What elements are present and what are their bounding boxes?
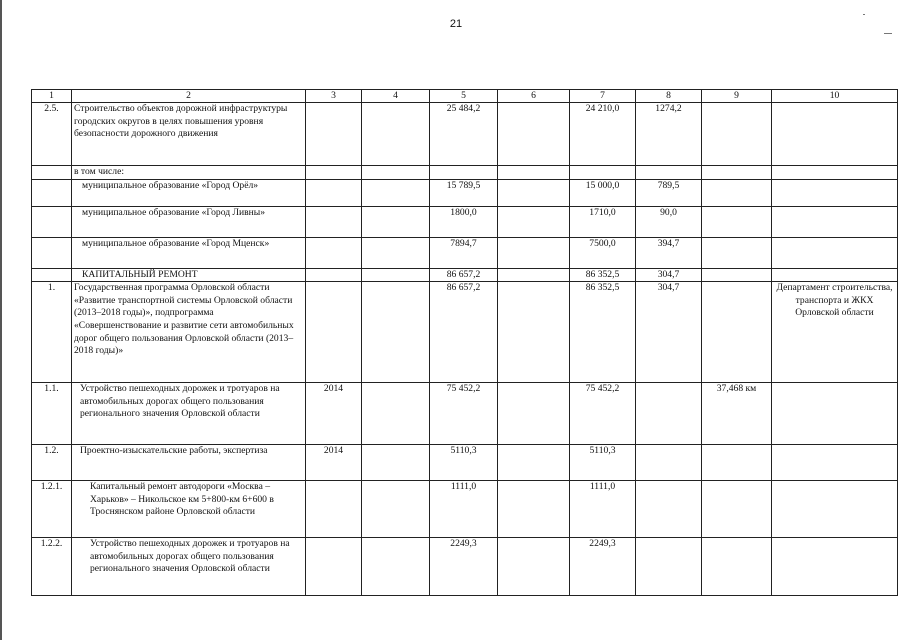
row-year — [306, 282, 362, 383]
header-cell: 6 — [498, 90, 570, 103]
row-col8 — [636, 445, 702, 481]
header-cell: 1 — [32, 90, 72, 103]
row-col10 — [772, 481, 898, 538]
row-col8 — [636, 481, 702, 538]
row-col9 — [702, 237, 772, 268]
row-number: 1.2.1. — [32, 481, 72, 538]
row-number: 1.2.2. — [32, 538, 72, 596]
row-name: Устройство пешеходных дорожек и тротуаров на автомобильных дорогах общего пользования регионального значения Орловской области — [72, 538, 306, 596]
header-cell: 9 — [702, 90, 772, 103]
row-col9 — [702, 282, 772, 383]
row-year — [306, 166, 362, 180]
row-col5 — [430, 166, 498, 180]
row-name: муниципальное образование «Город Ливны» — [72, 206, 306, 237]
table-row — [32, 237, 898, 268]
header-cell: 4 — [362, 90, 430, 103]
scan-speck — [884, 33, 892, 34]
row-col6 — [498, 538, 570, 596]
row-col9 — [702, 166, 772, 180]
row-year — [306, 206, 362, 237]
row-number: 1.1. — [32, 383, 72, 445]
row-col9 — [702, 481, 772, 538]
row-number: 2.5. — [32, 103, 72, 166]
row-col5: 25 484,2 — [430, 103, 498, 166]
row-col6 — [498, 237, 570, 268]
row-col9 — [702, 179, 772, 206]
row-year — [306, 103, 362, 166]
row-col8: 304,7 — [636, 282, 702, 383]
row-col5: 15 789,5 — [430, 179, 498, 206]
row-col8 — [636, 383, 702, 445]
row-col7: 7500,0 — [570, 237, 636, 268]
row-year — [306, 481, 362, 538]
row-col7: 1111,0 — [570, 481, 636, 538]
row-number — [32, 268, 72, 282]
row-name: Государственная программа Орловской области «Развитие транспортной системы Орловской области (2013–2018 годы)», подпрограмма «Совершенствование и развитие сети автомобильных дорог общего пользования Орловской области (2013–2018 годы)» — [72, 282, 306, 383]
row-col4 — [362, 179, 430, 206]
row-col4 — [362, 206, 430, 237]
row-col10 — [772, 237, 898, 268]
row-col10 — [772, 538, 898, 596]
row-name: муниципальное образование «Город Мценск» — [72, 237, 306, 268]
row-col7: 86 352,5 — [570, 282, 636, 383]
row-number — [32, 206, 72, 237]
table-body — [32, 90, 898, 596]
row-name: Проектно-изыскательские работы, экспертиза — [72, 445, 306, 481]
row-col7: 15 000,0 — [570, 179, 636, 206]
header-cell: 5 — [430, 90, 498, 103]
header-cell: 10 — [772, 90, 898, 103]
row-col6 — [498, 481, 570, 538]
row-col7: 75 452,2 — [570, 383, 636, 445]
row-col5: 2249,3 — [430, 538, 498, 596]
row-col8 — [636, 166, 702, 180]
header-row — [32, 90, 898, 103]
row-col6 — [498, 166, 570, 180]
table-row — [32, 206, 898, 237]
row-col7: 1710,0 — [570, 206, 636, 237]
row-name: муниципальное образование «Город Орёл» — [72, 179, 306, 206]
row-number — [32, 179, 72, 206]
row-col5: 5110,3 — [430, 445, 498, 481]
row-col4 — [362, 103, 430, 166]
row-year — [306, 179, 362, 206]
row-col6 — [498, 103, 570, 166]
row-col7 — [570, 166, 636, 180]
row-col10 — [772, 206, 898, 237]
row-col9 — [702, 103, 772, 166]
table-row — [32, 179, 898, 206]
row-name: в том числе: — [72, 166, 306, 180]
table-row — [32, 445, 898, 481]
row-col4 — [362, 538, 430, 596]
row-year — [306, 268, 362, 282]
table-row — [32, 538, 898, 596]
row-col5: 75 452,2 — [430, 383, 498, 445]
row-col10 — [772, 268, 898, 282]
row-col6 — [498, 445, 570, 481]
scan-speck — [863, 14, 865, 15]
scan-edge — [0, 0, 2, 640]
row-col8 — [636, 538, 702, 596]
row-col10 — [772, 103, 898, 166]
row-col7: 2249,3 — [570, 538, 636, 596]
row-col4 — [362, 383, 430, 445]
row-col8: 90,0 — [636, 206, 702, 237]
row-year: 2014 — [306, 383, 362, 445]
row-col8: 304,7 — [636, 268, 702, 282]
row-col8: 789,5 — [636, 179, 702, 206]
row-col9 — [702, 538, 772, 596]
row-col6 — [498, 179, 570, 206]
row-col9 — [702, 206, 772, 237]
row-number — [32, 237, 72, 268]
row-col4 — [362, 481, 430, 538]
row-col7: 24 210,0 — [570, 103, 636, 166]
table-row — [32, 282, 898, 383]
row-col5: 86 657,2 — [430, 282, 498, 383]
header-cell: 7 — [570, 90, 636, 103]
row-col8: 1274,2 — [636, 103, 702, 166]
row-col8: 394,7 — [636, 237, 702, 268]
row-name: КАПИТАЛЬНЫЙ РЕМОНТ — [72, 268, 306, 282]
page-number: 21 — [449, 18, 463, 30]
row-number — [32, 166, 72, 180]
row-name: Капитальный ремонт автодороги «Москва – Харьков» – Никольское км 5+800-км 6+600 в Троснянском районе Орловской области — [72, 481, 306, 538]
row-number: 1.2. — [32, 445, 72, 481]
row-col9 — [702, 268, 772, 282]
row-col5: 1800,0 — [430, 206, 498, 237]
row-col9 — [702, 445, 772, 481]
row-col7: 5110,3 — [570, 445, 636, 481]
row-col10 — [772, 445, 898, 481]
header-cell: 3 — [306, 90, 362, 103]
header-cell: 2 — [72, 90, 306, 103]
row-year — [306, 237, 362, 268]
table-row — [32, 481, 898, 538]
row-col4 — [362, 268, 430, 282]
row-col4 — [362, 282, 430, 383]
row-year: 2014 — [306, 445, 362, 481]
row-col10 — [772, 166, 898, 180]
row-name: Устройство пешеходных дорожек и тротуаров на автомобильных дорогах общего пользования регионального значения Орловской области — [72, 383, 306, 445]
row-col10 — [772, 179, 898, 206]
row-col4 — [362, 445, 430, 481]
responsible-department: Департамент строительства, транспорта и ЖКХ Орловской области — [772, 282, 898, 383]
header-cell: 8 — [636, 90, 702, 103]
row-name: Строительство объектов дорожной инфраструктуры городских округов в целях повышения уровня безопасности дорожного движения — [72, 103, 306, 166]
row-col5: 7894,7 — [430, 237, 498, 268]
row-col6 — [498, 282, 570, 383]
row-col5: 86 657,2 — [430, 268, 498, 282]
row-col7: 86 352,5 — [570, 268, 636, 282]
row-col9: 37,468 км — [702, 383, 772, 445]
table-row — [32, 268, 898, 282]
row-col4 — [362, 237, 430, 268]
table-row — [32, 103, 898, 166]
row-col6 — [498, 383, 570, 445]
row-col4 — [362, 166, 430, 180]
row-col6 — [498, 268, 570, 282]
row-number: 1. — [32, 282, 72, 383]
table-row — [32, 166, 898, 180]
budget-table — [31, 89, 898, 596]
table-row — [32, 383, 898, 445]
row-col10 — [772, 383, 898, 445]
row-col6 — [498, 206, 570, 237]
row-col5: 1111,0 — [430, 481, 498, 538]
row-year — [306, 538, 362, 596]
